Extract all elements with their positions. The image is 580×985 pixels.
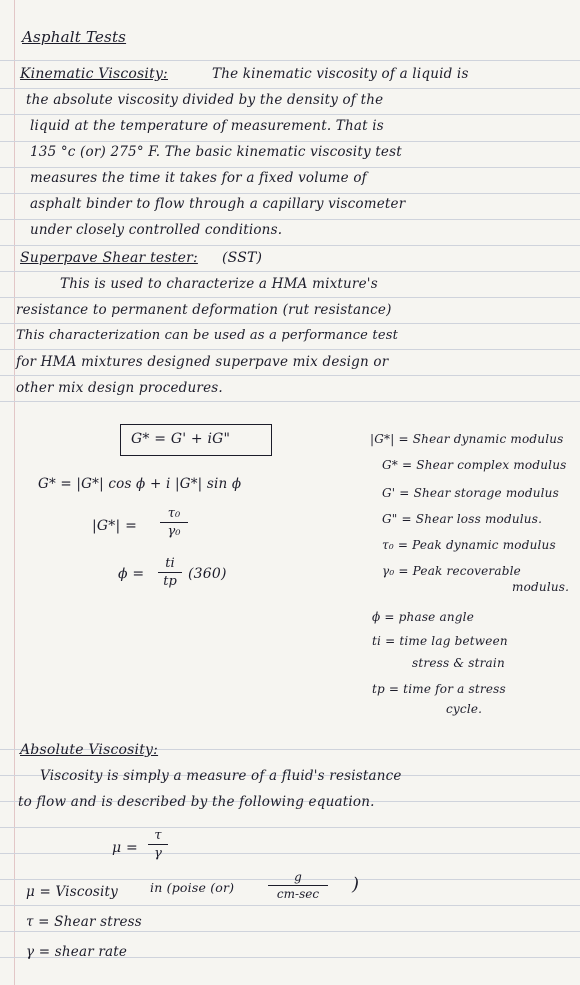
shear-stress-definition: τ = Shear stress <box>26 914 142 930</box>
definition-line: τ₀ = Peak dynamic modulus <box>382 538 556 552</box>
viscosity-unit-text: in (poise (or) <box>150 880 235 895</box>
ruled-line <box>0 905 580 906</box>
sst-line: This characterization can be used as a performance test <box>16 328 399 343</box>
absolute-line: to flow and is described by the following equation. <box>18 794 375 810</box>
definition-line: G' = Shear storage modulus <box>382 486 559 500</box>
kinematic-line: measures the time it takes for a fixed volume of <box>30 170 367 186</box>
absolute-line: Viscosity is simply a measure of a fluid's resistance <box>40 768 402 784</box>
kinematic-line: the absolute viscosity divided by the density of the <box>26 92 384 108</box>
viscosity-fraction <box>148 828 168 861</box>
fraction-bar <box>158 572 182 573</box>
kinematic-heading: Kinematic Viscosity: <box>20 66 168 82</box>
definition-line: γ₀ = Peak recoverable <box>382 564 521 578</box>
definition-line: G" = Shear loss modulus. <box>382 512 543 526</box>
g-star-numerator: τ₀ <box>167 506 181 521</box>
shear-rate-definition: γ = shear rate <box>26 944 128 960</box>
sst-heading: Superpave Shear tester: <box>20 250 198 266</box>
kinematic-line: 135 °c (or) 275° F. The basic kinematic viscosity test <box>30 144 402 160</box>
ruled-line <box>0 141 580 142</box>
viscosity-unit-fraction <box>268 870 328 901</box>
unit-close-paren: ) <box>352 874 360 895</box>
ruled-line <box>0 245 580 246</box>
definition-line: stress & strain <box>412 656 505 670</box>
ruled-line <box>0 193 580 194</box>
viscosity-definition: μ = Viscosity <box>26 884 119 900</box>
ruled-line <box>0 323 580 324</box>
ruled-line <box>0 349 580 350</box>
ruled-line <box>0 114 580 115</box>
phase-lhs: ϕ = <box>118 566 145 582</box>
sst-line: other mix design procedures. <box>16 380 223 396</box>
ruled-line <box>0 167 580 168</box>
kinematic-line: asphalt binder to flow through a capillary viscometer <box>30 196 406 212</box>
sst-line: for HMA mixtures designed superpave mix design or <box>16 354 389 370</box>
unit-denominator: cm-sec <box>276 887 320 901</box>
ruled-line <box>0 297 580 298</box>
definition-line: cycle. <box>446 702 483 716</box>
ruled-line <box>0 60 580 61</box>
boxed-equation <box>120 424 272 456</box>
ruled-line <box>0 931 580 932</box>
fraction-bar <box>148 844 168 845</box>
definition-line: ϕ = phase angle <box>372 610 475 624</box>
page-title: Asphalt Tests <box>22 28 127 46</box>
absolute-heading: Absolute Viscosity: <box>20 742 159 758</box>
ruled-line <box>0 401 580 402</box>
ruled-line <box>0 375 580 376</box>
ruled-line <box>0 827 580 828</box>
g-star-fraction <box>160 506 188 539</box>
definition-line: modulus. <box>512 580 570 594</box>
margin-line <box>14 0 15 985</box>
complex-modulus-equation: G* = |G*| cos ϕ + i |G*| sin ϕ <box>38 476 242 492</box>
definition-line: |G*| = Shear dynamic modulus <box>370 432 564 446</box>
viscosity-denominator: γ <box>154 846 162 861</box>
ruled-line <box>0 219 580 220</box>
ruled-line <box>0 88 580 89</box>
fraction-bar <box>160 522 188 523</box>
g-star-lhs: |G*| = <box>92 518 137 534</box>
sst-heading-suffix: (SST) <box>222 250 263 266</box>
fraction-bar <box>268 885 328 886</box>
phase-numerator: ti <box>165 556 175 571</box>
g-star-denominator: γ₀ <box>167 524 181 539</box>
kinematic-line: The kinematic viscosity of a liquid is <box>212 66 469 82</box>
phase-rhs: (360) <box>188 566 227 582</box>
viscosity-numerator: τ <box>154 828 162 843</box>
kinematic-line: liquid at the temperature of measurement. That is <box>30 118 384 134</box>
viscosity-lhs: μ = <box>112 840 138 856</box>
unit-numerator: g <box>294 870 302 884</box>
ruled-line <box>0 271 580 272</box>
definition-line: ti = time lag between <box>372 634 508 648</box>
definition-line: G* = Shear complex modulus <box>382 458 567 472</box>
definition-line: tp = time for a stress <box>372 682 506 696</box>
phase-fraction <box>158 556 182 589</box>
phase-denominator: tp <box>163 574 177 589</box>
sst-line: resistance to permanent deformation (rut resistance) <box>16 302 392 318</box>
kinematic-line: under closely controlled conditions. <box>30 222 283 238</box>
ruled-line <box>0 853 580 854</box>
sst-line: This is used to characterize a HMA mixture's <box>60 276 378 292</box>
boxed-equation-text: G* = G' + iG" <box>131 431 231 447</box>
